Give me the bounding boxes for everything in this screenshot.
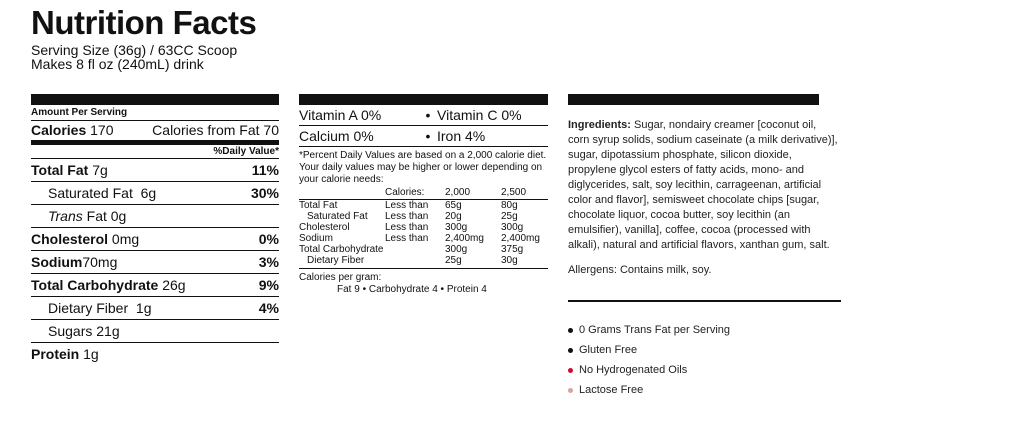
vitamins-panel: [299, 94, 548, 296]
claims-list: [568, 320, 843, 400]
nutrition-facts-panel: [31, 94, 279, 365]
page-title: Nutrition Facts: [31, 4, 257, 41]
daily-value-footnote: *Percent Daily Values are based on a 2,000 calorie diet. Your daily values may be higher or lower depending on your calorie needs:: [299, 150, 547, 185]
table-row: Cholesterol Less than 300g 300g: [299, 222, 524, 233]
dv-value: 9%: [258, 277, 279, 293]
ingredients-label: Ingredients:: [568, 119, 631, 131]
calories-from-fat: Calories from Fat 70: [152, 122, 279, 138]
list-item: Gluten Free: [568, 340, 843, 360]
nutrient-row-protein: Protein 1g: [31, 346, 99, 362]
ingredients-list: Sugar, nondairy creamer [coconut oil, corn syrup solids, sodium caseinate (a milk derivative)], sugar, dipotassium phosphate, silicon dioxide, propylene glycol esters of fatty acids, mono- and diglycerides, salt, soy lecithin, carrageenan, artificial color and flavor], semisweet chocolate chips [sugar, chocolate liquor, cocoa butter, soy lecithin (an emulsifier), vanilla], coffee, cocoa (processed with alkali), natural and artificial flavors, xanthan gum, salt.: [568, 119, 838, 251]
serving-makes: Makes 8 fl oz (240mL) drink: [31, 56, 204, 72]
calories-per-gram: [299, 268, 548, 296]
nutrient-row-total-carbohydrate: Total Carbohydrate 26g 9%: [31, 274, 279, 297]
nutrient-row-trans-fat: Trans Fat 0g: [31, 205, 279, 228]
calories: Calories 170: [31, 122, 114, 138]
nutrient-row-cholesterol: Cholesterol 0mg 0%: [31, 228, 279, 251]
nutrient-row-sodium: Sodium70mg 3%: [31, 251, 279, 274]
daily-value-header: %Daily Value*: [31, 145, 279, 159]
nutrient-row-saturated-fat: Saturated Fat 6g 30%: [31, 182, 279, 205]
calories-per-gram-values: Fat 9 • Carbohydrate 4 • Protein 4: [337, 284, 487, 295]
table-row: Dietary Fiber 25g 30g: [307, 255, 518, 266]
calories-row: [31, 121, 279, 140]
table-row: Total Fat Less than 65g 80g: [299, 200, 518, 211]
table-header-row: [299, 187, 548, 200]
serving-size: Serving Size (36g) / 63CC Scoop: [31, 42, 238, 58]
allergens-text: Allergens: Contains milk, soy.: [568, 264, 712, 276]
table-row: Saturated Fat Less than 20g 25g: [307, 211, 518, 222]
bullet-dot-icon: [568, 388, 573, 393]
bullet-separator: •: [425, 107, 431, 123]
bullet-dot-icon: [568, 328, 573, 333]
nutrient-row-sugars: Sugars 21g: [31, 320, 279, 343]
thick-divider: [31, 94, 279, 105]
bullet-dot-icon: [568, 348, 573, 353]
col-2000-header: 2,000: [445, 187, 501, 200]
dv-value: 0%: [258, 231, 279, 247]
thick-divider: [299, 94, 548, 105]
table-row: Sodium Less than 2,400mg 2,400mg: [299, 233, 540, 244]
col-2500-header: 2,500: [501, 187, 548, 200]
vitamin-c: Vitamin C 0%: [437, 107, 522, 123]
calcium: Calcium 0%: [299, 128, 374, 144]
daily-value-table: [299, 187, 548, 266]
list-item: No Hydrogenated Oils: [568, 360, 843, 380]
divider: [568, 300, 841, 302]
dv-value: 30%: [250, 185, 279, 201]
list-item: Lactose Free: [568, 380, 843, 400]
list-item: 0 Grams Trans Fat per Serving: [568, 320, 843, 340]
calories-per-gram-label: Calories per gram:: [299, 272, 382, 283]
amount-per-serving: Amount Per Serving: [31, 105, 279, 121]
ingredients-text: [568, 118, 838, 253]
thick-divider: [568, 94, 819, 105]
bullet-separator: •: [425, 128, 431, 144]
dv-value: 4%: [258, 300, 279, 316]
bullet-dot-icon: [568, 368, 573, 373]
nutrient-row-dietary-fiber: Dietary Fiber 1g 4%: [31, 297, 279, 320]
calories-header: Calories:: [385, 187, 445, 200]
dv-value: 11%: [251, 162, 279, 178]
ingredients-panel: [568, 94, 843, 411]
vitamin-row: [299, 105, 548, 126]
iron: Iron 4%: [437, 128, 486, 144]
dv-value: 3%: [258, 254, 279, 270]
mineral-row: [299, 126, 548, 147]
vitamin-a: Vitamin A 0%: [299, 107, 382, 123]
table-row: Total Carbohydrate 300g 375g: [299, 244, 524, 255]
nutrient-row-total-fat: Total Fat 7g 11%: [31, 159, 279, 182]
